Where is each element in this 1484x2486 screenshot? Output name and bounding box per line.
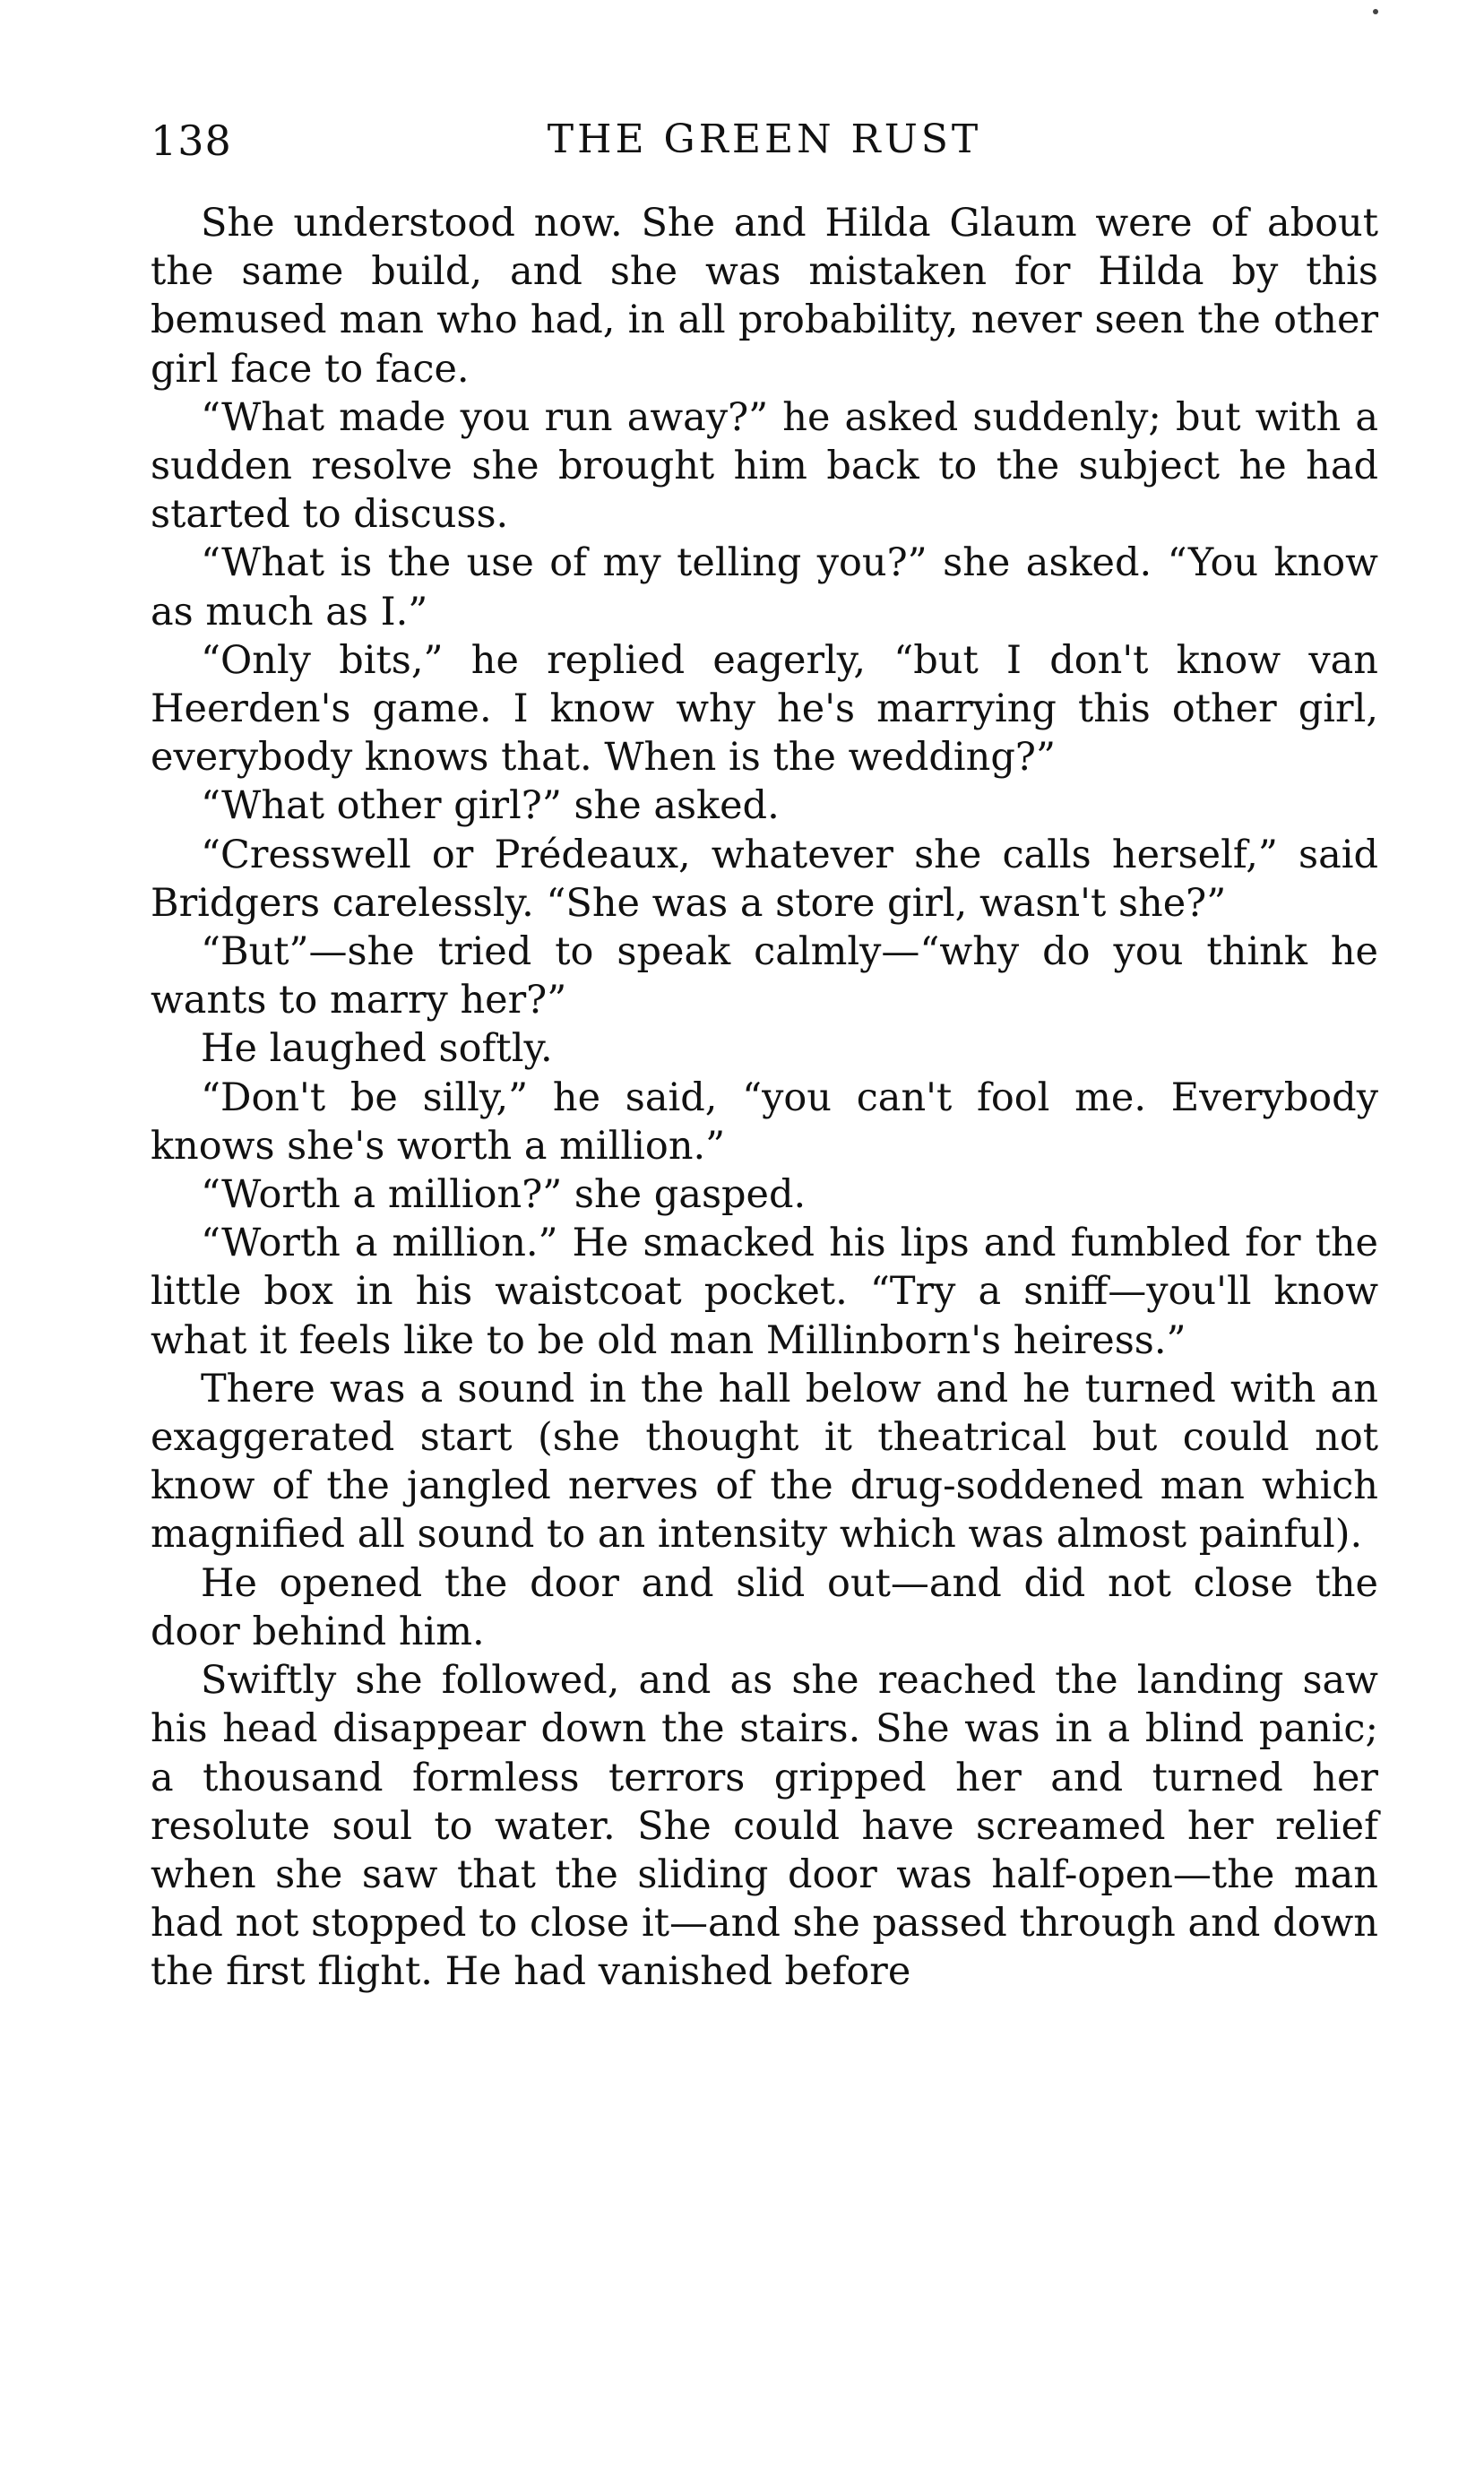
paragraph: “Don't be silly,” he said, “you can't fool me. Everybody knows she's worth a million.” [151,1075,1378,1169]
running-title: THE GREEN RUST [547,117,982,162]
body-text [151,199,1378,1997]
paragraph: There was a sound in the hall below and he turned with an exaggerated start (she thought it theatrical but could not know of the jangled nerves of the drug-soddened man which magnified all sound to an intensity which was almost painful). [151,1366,1378,1558]
speck-mark [1373,9,1378,14]
page-number: 138 [151,117,232,165]
paragraph: He laughed softly. [201,1026,553,1072]
paragraph: “Only bits,” he replied eagerly, “but I don't know van Heerden's game. I know why he's marrying this other girl, everybody knows that. When is the wedding?” [151,637,1378,781]
paragraph: “Worth a million?” she gasped. [201,1172,807,1218]
paragraph: “What made you run away?” he asked suddenly; but with a sudden resolve she brought him back to the subject he had started to discuss. [151,394,1378,538]
paragraph: “What is the use of my telling you?” she asked. “You know as much as I.” [151,540,1378,634]
paragraph: “Cresswell or Prédeaux, whatever she calls herself,” said Bridgers carelessly. “She was a store girl, wasn't she?” [151,832,1378,926]
paragraph: “But”—she tried to speak calmly—“why do you think he wants to marry her?” [151,929,1378,1023]
paragraph: She understood now. She and Hilda Glaum were of about the same build, and she was mistaken for Hilda by this bemused man who had, in all probability, never seen the other girl face to face. [151,201,1378,392]
page-header [151,117,1378,190]
paragraph: He opened the door and slid out—and did not close the door behind him. [151,1560,1378,1654]
paragraph: Swiftly she followed, and as she reached the landing saw his head disappear down the stairs. She was in a blind panic; a thousand formless terrors gripped her and turned her resolute soul to water. She could have screamed her relief when she saw that the sliding door was half-open—the man had not stopped to close it—and she passed through and down the first flight. He had vanished before [151,1658,1378,1995]
paragraph: “What other girl?” she asked. [201,783,780,829]
paragraph: “Worth a million.” He smacked his lips and fumbled for the little box in his waistcoat pocket. “Try a sniff—you'll know what it feels like to be old man Millinborn's heiress.” [151,1221,1378,1363]
book-page [151,117,1378,2447]
